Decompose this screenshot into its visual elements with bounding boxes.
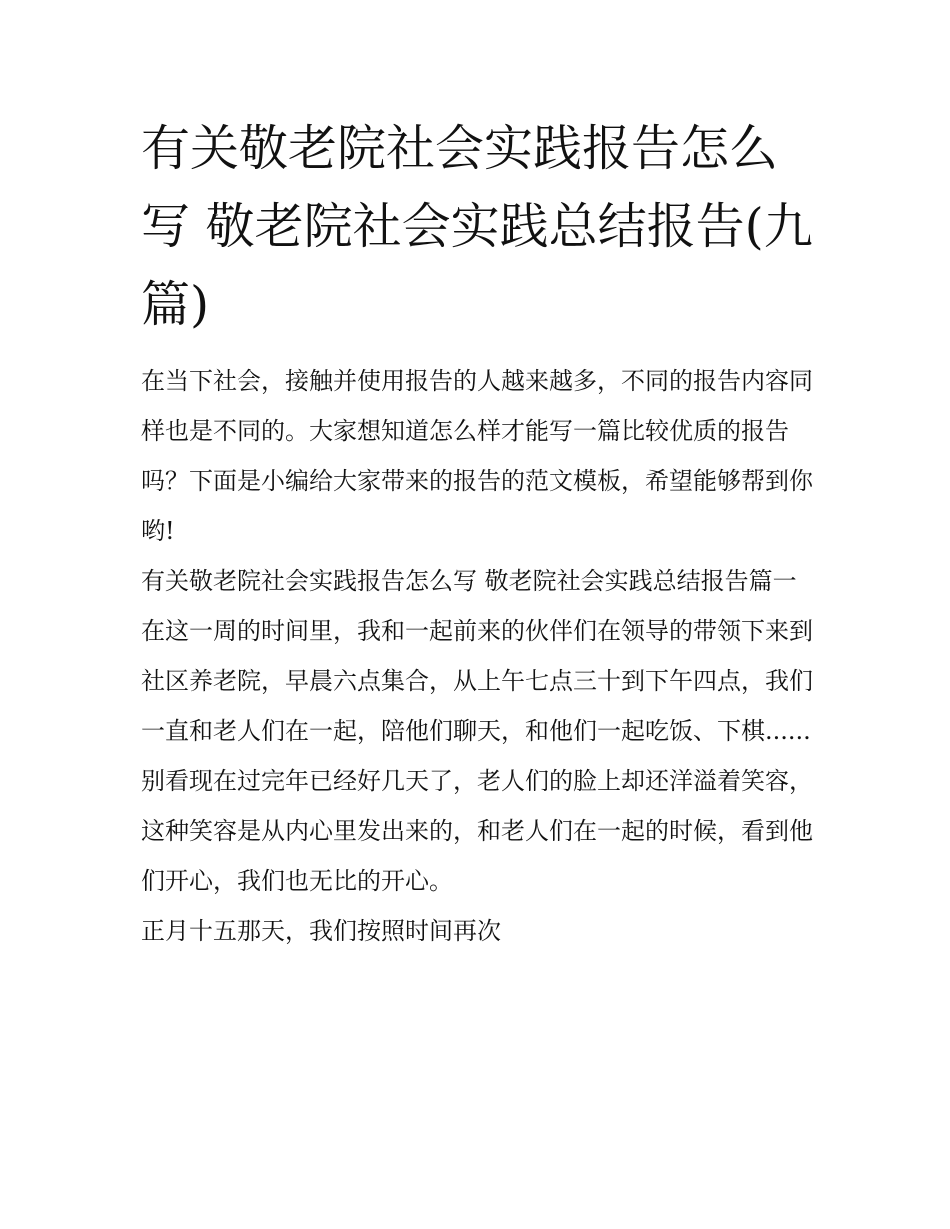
body-paragraph-2: 正月十五那天，我们按照时间再次 — [141, 917, 501, 945]
document-title: 有关敬老院社会实践报告怎么写 敬老院社会实践总结报告(九篇) — [141, 120, 813, 333]
body-paragraph-1: 在这一周的时间里，我和一起前来的伙伴们在领导的带领下来到社区养老院，早晨六点集合，从上午七点三十到下午四点，我们一直和老人们在一起，陪他们聊天，和他们一起吃饭、下棋......别看现在过完年已经好几天了，老人们的脸上却还洋溢着笑容，这种笑容是从内心里发出来的，和老人们在一起的时候，看到他们开心，我们也无比的开心。 — [141, 617, 813, 895]
intro-paragraph: 在当下社会，接触并使用报告的人越来越多，不同的报告内容同样也是不同的。大家想知道怎么样才能写一篇比较优质的报告吗？下面是小编给大家带来的报告的范文模板，希望能够帮到你哟! — [141, 367, 813, 545]
document-page — [141, 110, 813, 956]
section-heading: 有关敬老院社会实践报告怎么写 敬老院社会实践总结报告篇一 — [141, 567, 797, 595]
